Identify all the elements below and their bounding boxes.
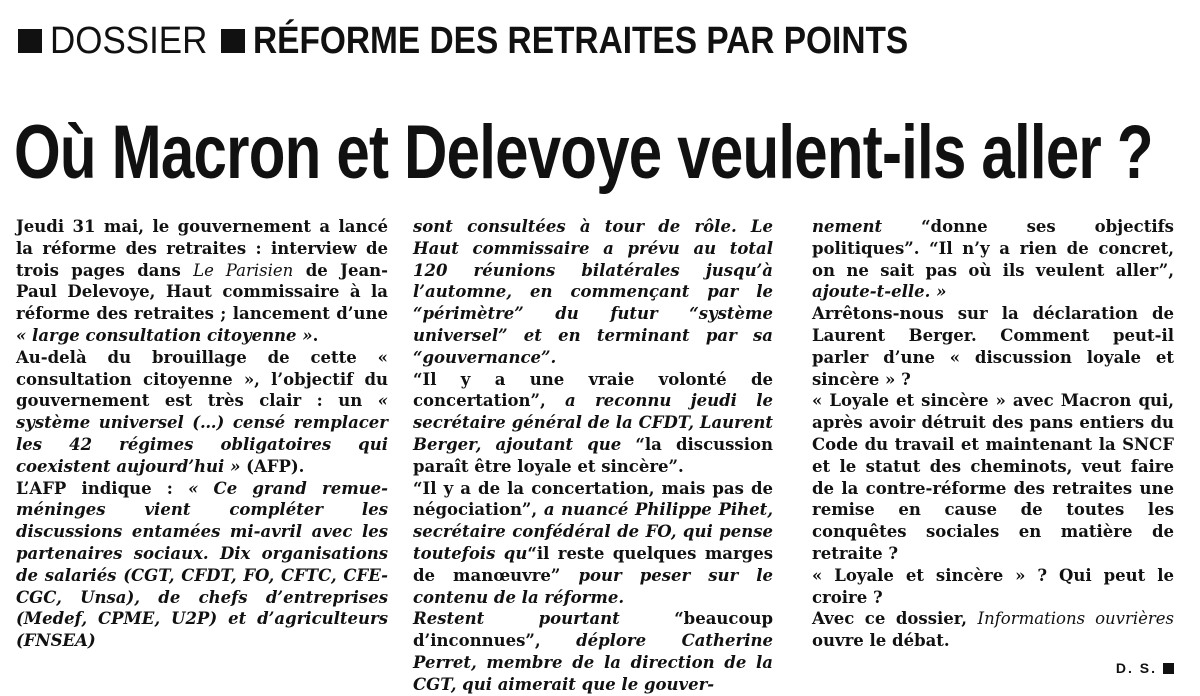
text-italic: Le Parisien [193, 260, 294, 280]
quote: “donne ses objectifs politiques”. “Il n’y a rien de concret, on ne sait pas où ils veulent aller”, [812, 217, 1174, 280]
topic-label: RÉFORME DES RETRAITES PAR POINTS [253, 19, 909, 62]
end-square-icon [1163, 663, 1174, 674]
article-column-2 [413, 216, 773, 696]
paragraph: « Loyale et sincère » ? Qui peut le croire ? [812, 565, 1174, 607]
quote: “Il y a une vraie volonté de concertation”, [413, 369, 773, 411]
author-initials: D. S. [1115, 659, 1157, 676]
text-italic: ajoute-t-elle. » [812, 282, 947, 302]
section-label: DOSSIER [50, 19, 208, 62]
text: Jeudi 31 mai, le gouvernement a lancé la réforme des retraites : interview de trois pages dans [16, 217, 388, 280]
paragraph [16, 478, 388, 652]
text: . [312, 325, 319, 345]
text-italic: a reconnu jeudi le secrétaire général de la CFDT, Laurent Berger, ajoutant que [413, 391, 773, 454]
paragraph [812, 608, 1174, 652]
quote: “Il y a de la concertation, mais pas de négociation”, [413, 478, 773, 520]
text: L’AFP indique : [16, 478, 189, 498]
square-bullet-icon [18, 29, 42, 53]
square-bullet-icon [221, 29, 245, 53]
text: (AFP). [240, 456, 305, 476]
text: Avec ce dossier, [812, 609, 978, 629]
text: de Jean-Paul Delevoye, Haut commissaire à la réforme des retraites ; lancement d’une [16, 260, 388, 324]
paragraph [812, 216, 1174, 303]
paragraph [16, 216, 388, 347]
text-italic: « Ce grand remue-méninges vient compléter les discussions entamées mi-avril avec les partenaires sociaux. Dix organisations de salariés (CGT, CFDT, FO, CFTC, CFE-CGC, Unsa), de chefs d’entreprises (Medef, CPME, U2P) et d’agriculteurs (FNSEA) [16, 478, 388, 651]
text-italic: déplore Catherine Perret, membre de la direction de la CGT, qui aimerait que le gouver- [413, 631, 773, 694]
paragraph: sont consultées à tour de rôle. Le Haut commissaire a prévu au total 120 réunions bilatérales jusqu’à l’automne, en commençant par le “périmètre” du futur “système universel” et en terminant par sa “gouvernance”. [413, 217, 773, 367]
quote: “la discussion paraît être loyale et sincère”. [413, 434, 773, 476]
headline: Où Macron et Delevoye veulent-ils aller ? [14, 110, 1153, 195]
text-italic: a nuancé Philippe Pihet, secrétaire confédéral de FO, qui pense toutefois qu [413, 500, 773, 563]
article-column-3 [812, 216, 1174, 680]
article-column-1 [16, 216, 388, 652]
kicker [18, 18, 998, 64]
paragraph [413, 478, 773, 609]
text-italic: nement [812, 217, 922, 236]
text-italic: Informations ouvrières [977, 609, 1175, 629]
paragraph [413, 608, 773, 695]
text-italic: « système universel (…) censé remplacer les 42 régimes obligatoires qui coexistent aujourd’hui » [16, 391, 388, 476]
text: Au-delà du brouillage de cette « consultation citoyenne », l’objectif du gouvernement est très clair : un [16, 347, 388, 411]
quote: “il reste quelques marges de manœuvre” [413, 543, 773, 585]
paragraph: Arrêtons-nous sur la déclaration de Laurent Berger. Comment peut-il parler d’une « discussion loyale et sincère » ? [812, 304, 1174, 389]
paragraph [413, 369, 773, 478]
paragraph: « Loyale et sincère » avec Macron qui, après avoir détruit des pans entiers du Code du travail et maintenant la SNCF et le statut des cheminots, veut faire de la contre-réforme des retraites une remise en cause de toutes les conquêtes sociales en matière de retraite ? [812, 391, 1174, 563]
text-italic: pour peser sur le contenu de la réforme. [413, 565, 773, 607]
text: ouvre le débat. [812, 631, 950, 651]
text-italic: Restent pourtant [413, 609, 675, 629]
text-italic: « large consultation citoyenne » [16, 325, 313, 345]
paragraph [16, 347, 388, 478]
quote: “beaucoup d’inconnues”, [413, 609, 773, 651]
signature [812, 658, 1174, 680]
